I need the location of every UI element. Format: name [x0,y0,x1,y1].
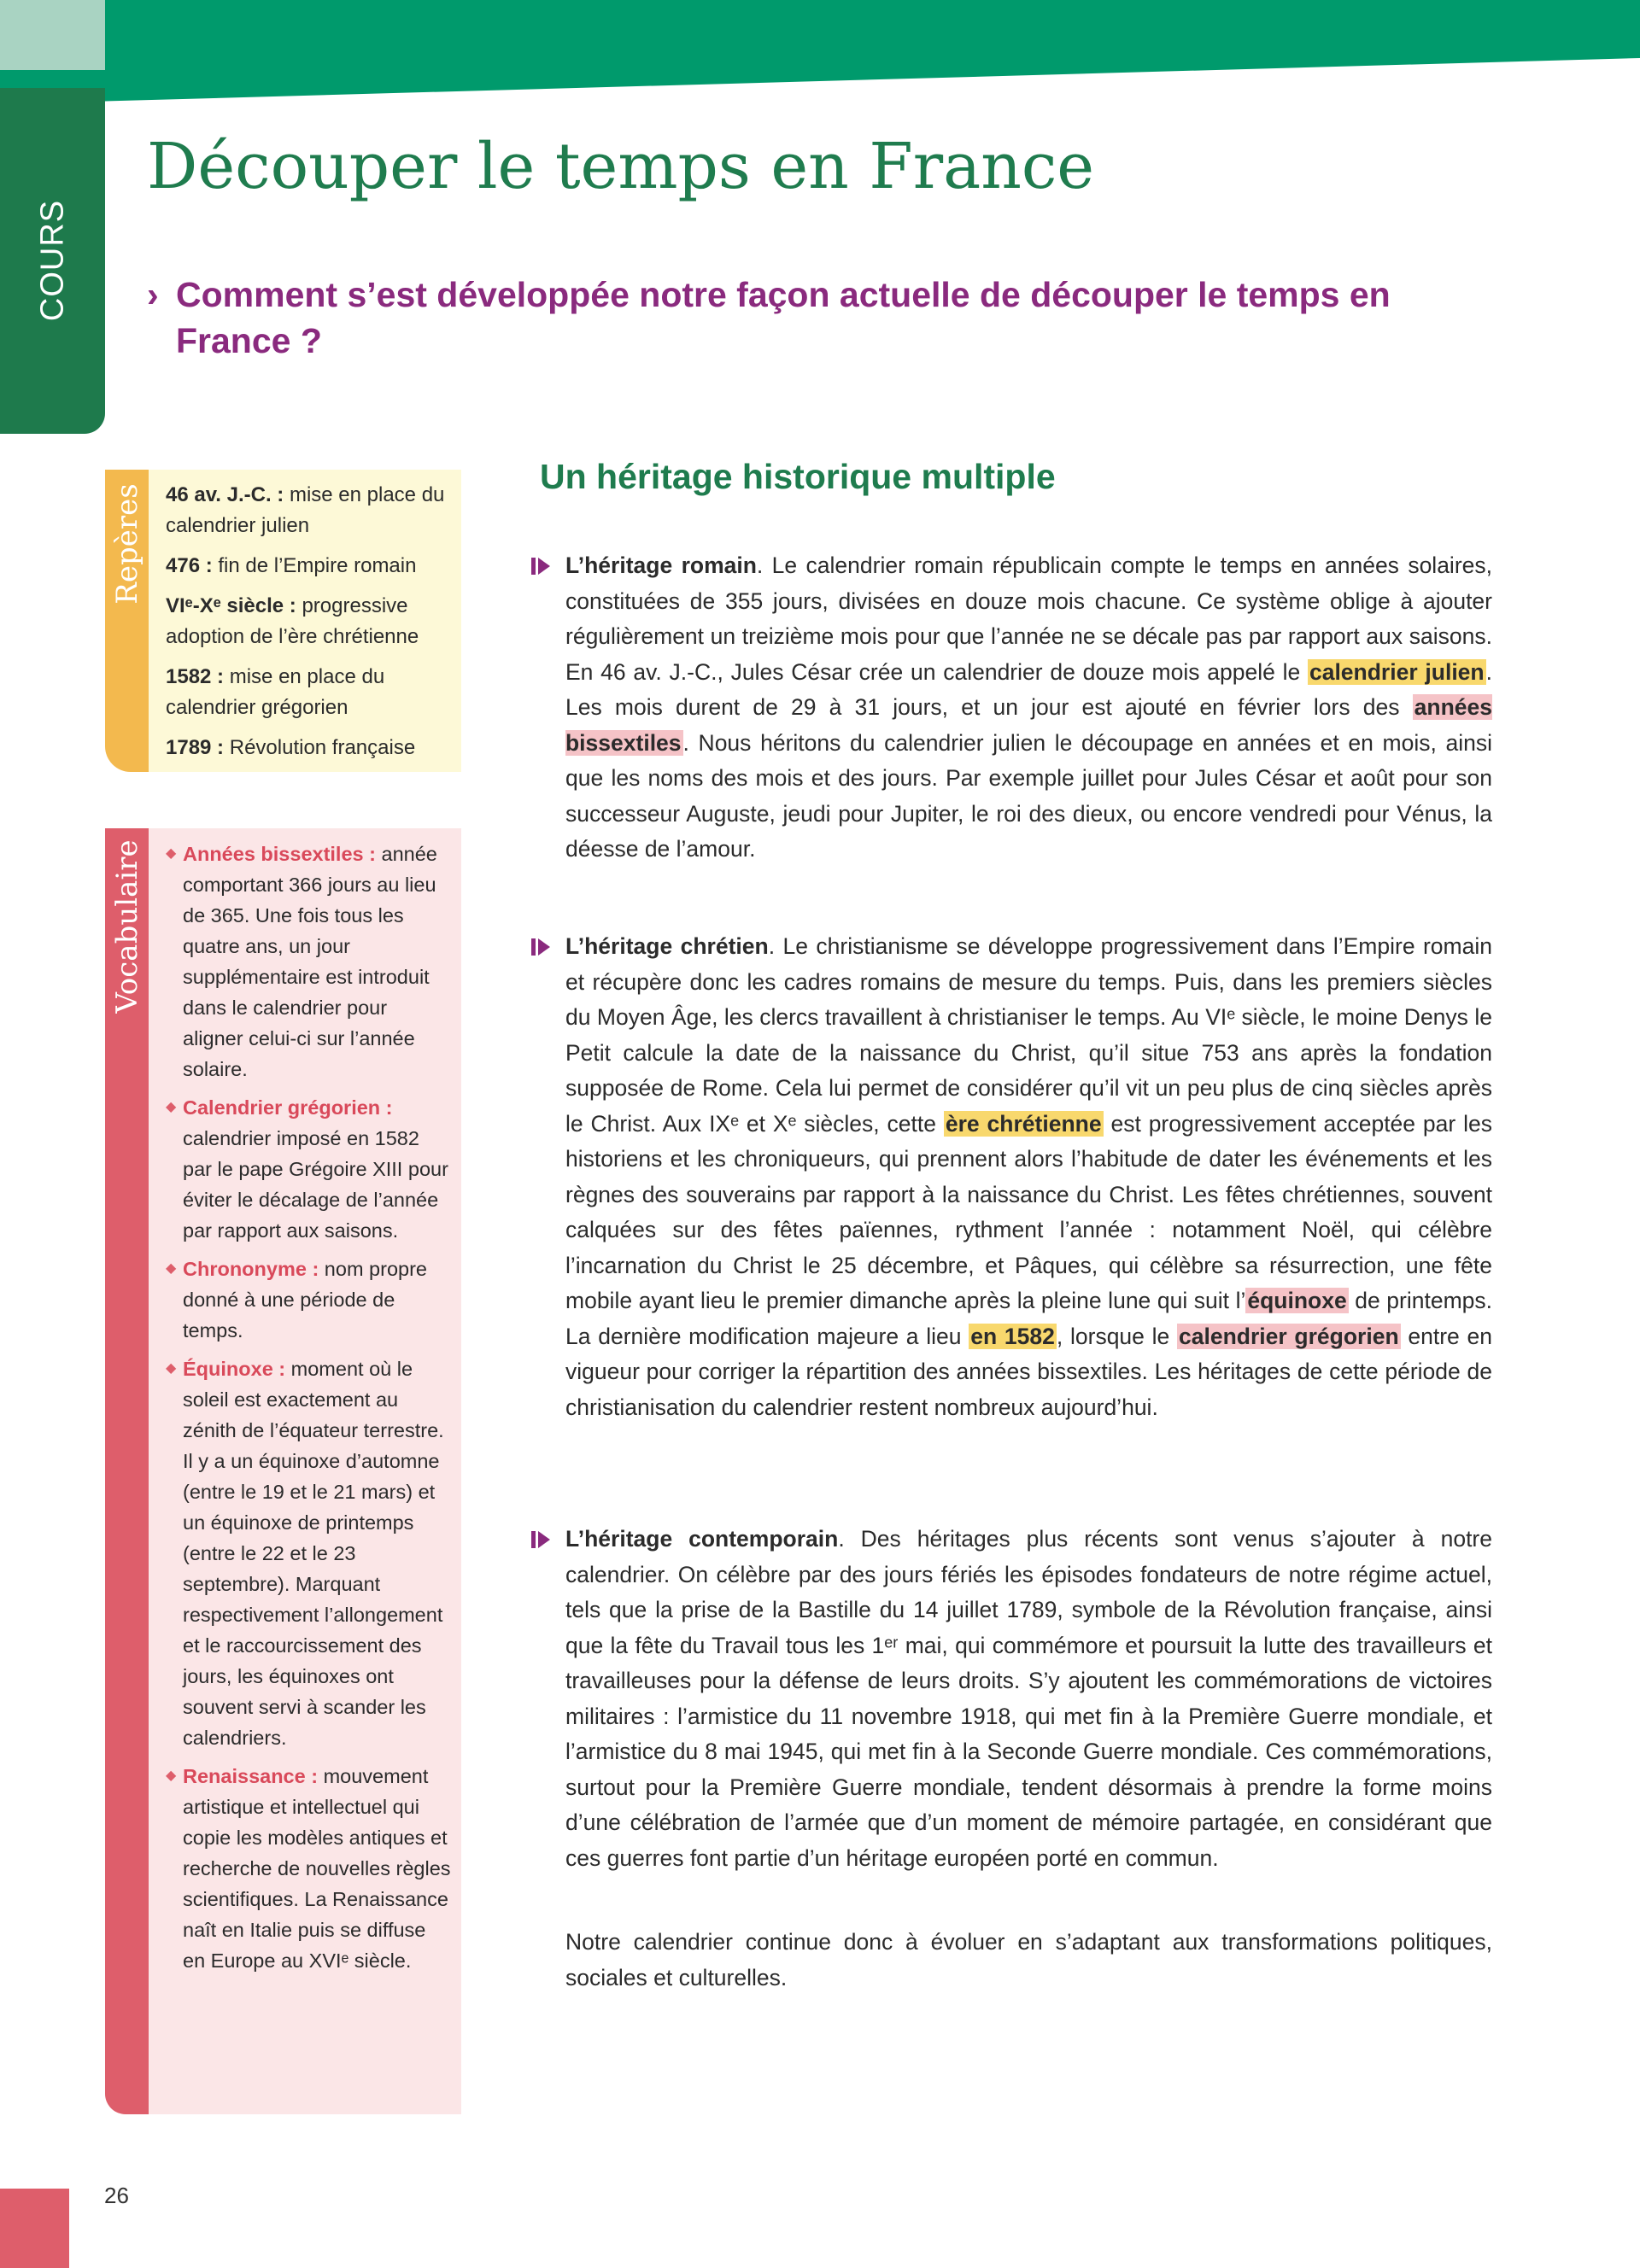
section-heading: Un héritage historique multiple [540,457,1056,496]
side-tab-label: COURS [34,199,71,322]
guiding-question [147,272,1479,364]
reperes-text: progressive adoption de l’ère chrétienne [166,594,419,648]
paragraph-text: . Nous héritons du calendrier julien le découpage en années et en mois, ainsi que les noms des mois et des jours. Par exemple juillet pour Jules César et août pour son successeur Auguste, jeudi pour Jupiter, le roi des dieux, ou encore vendredi pour Vénus, la déesse de l’amour. [565,729,1492,862]
highlight-term: en 1582 [970,1323,1055,1349]
vocabulaire-term: Calendrier grégorien : [183,1096,393,1119]
paragraph-text: . Le calendrier romain républicain compte le temps en années solaires, constituées de 355 jours, divisées en douze mois chacune. Ce système oblige à ajouter régulièrement un treizième mois pour que l’année ne se décale pas par rapport aux saisons. En 46 av. J.-C., Jules César crée un calendrier de douze mois appelé le [565,552,1492,685]
reperes-item [166,551,451,582]
vocabulaire-definition: calendrier imposé en 1582 par le pape Grégoire XIII pour éviter le décalage de l’année par rapport aux saisons. [183,1127,448,1242]
arrow-bullet-icon [538,558,550,575]
reperes-item [166,733,451,763]
diamond-bullet-icon: ◆ [166,1361,177,1376]
arrow-bullet-icon [538,1531,550,1548]
vocabulaire-item [166,1353,453,1753]
vocabulaire-term: Chrononyme : [183,1258,319,1280]
diamond-bullet-icon: ◆ [166,1100,177,1114]
reperes-date: 1789 : [166,736,225,759]
diamond-bullet-icon: ◆ [166,846,177,861]
reperes-box [149,470,461,772]
reperes-date: 46 av. J.-C. : [166,483,284,506]
vocabulaire-item [166,1254,453,1346]
reperes-date: 476 : [166,554,213,577]
paragraph-text: . Des héritages plus récents sont venus s’ajouter à notre calendrier. On célèbre par des jours fériés les épisodes fondateurs de notre régime actuel, tels que la prise de la Bastille du 14 juillet 1789, symbole de la Révolution française, ainsi que la fête du Travail tous les 1ᵉʳ mai, qui commémore et poursuit la lutte des travailleurs et travailleuses pour la défense de leurs droits. S’y ajoutent les commémorations de victoires militaires : l’armistice du 11 novembre 1918, qui met fin à la Première Guerre mondiale, et l’armistice du 8 mai 1945, qui met fin à la Seconde Guerre mondiale. Ces commémorations, surtout pour la Première Guerre mondiale, tendent désormais à prendre la forme moins d’une célébration de l’armée que d’un moment de mémoire partagée, en considérant que ces guerres font partie d’un héritage européen porté en commun. [565,1526,1492,1871]
vocabulaire-item [166,1761,453,1976]
footer-color-block [0,2189,69,2268]
paragraph-lead: L’héritage contemporain [565,1526,839,1552]
reperes-text: Révolution française [224,736,416,759]
header-band [0,0,1640,107]
vocabulaire-definition: année comportant 366 jours au lieu de 365. Une fois tous les quatre ans, un jour supplémentaire est introduit dans le calendrier pour aligner celui-ci sur l’année solaire. [183,843,437,1080]
paragraph-heritage-contemporain [565,1522,1492,1876]
vocabulaire-term: Renaissance : [183,1765,319,1787]
reperes-item [166,591,451,652]
highlight-term: années bissextiles [565,694,1492,756]
vocabulaire-definition: mouvement artistique et intellectuel qui copie les modèles antiques et recherche de nouvelles règles scientifiques. La Renaissance naît en Italie puis se diffuse en Europe au XVIᵉ siècle. [183,1765,451,1972]
vocabulaire-term: Années bissextiles : [183,843,376,865]
chevron-right-icon: › [147,275,159,314]
vocabulaire-sidebar-bar [105,828,149,2114]
diamond-bullet-icon: ◆ [166,1768,177,1783]
paragraph-lead: L’héritage chrétien [565,933,769,959]
reperes-item [166,480,451,541]
reperes-text: mise en place du calendrier grégorien [166,665,385,719]
highlight-term: ère chrétienne [945,1110,1102,1137]
reperes-title: Repères [110,483,144,605]
highlight-term: équinoxe [1247,1288,1347,1313]
paragraph-lead: L’héritage romain [565,552,757,578]
reperes-item [166,662,451,723]
paragraph-heritage-chretien [565,929,1492,1425]
question-text: Comment s’est développée notre façon actuelle de découper le temps en France ? [176,275,1391,360]
paragraph-text: . Les mois durent de 29 à 31 jours, et un jour est ajouté en février lors des [565,658,1492,720]
vocabulaire-box [149,828,461,2114]
vocabulaire-term: Équinoxe : [183,1358,286,1380]
paragraph-text: de printemps. La dernière modification majeure a lieu [565,1288,1493,1349]
vocabulaire-title: Vocabulaire [110,839,144,1014]
highlight-term: calendrier grégorien [1179,1323,1399,1349]
header-corner-block [0,0,105,70]
page-number: 26 [104,2183,129,2208]
paragraph-text: est progressivement acceptée par les historiens et les chroniqueurs, qui prennent alors l’habitude de dater les événements et les règnes des souverains par rapport à la naissance du Christ. Les fêtes chrétiennes, souvent calquées sur des fêtes païennes, rythment l’année : notamment Noël, qui célèbre l’incarnation du Christ le 25 décembre, et Pâques, qui célèbre sa résurrection, une fête mobile ayant lieu le premier dimanche après la pleine lune qui suit l’ [565,1110,1492,1313]
paragraph-heritage-romain [565,548,1492,868]
highlight-term: calendrier julien [1309,658,1485,685]
reperes-date: 1582 : [166,665,225,688]
reperes-text: mise en place du calendrier julien [166,483,445,537]
paragraph-text: . Le christianisme se développe progressivement dans l’Empire romain et récupère donc les cadres romains de mesure du temps. Puis, dans les premiers siècles du Moyen Âge, les clercs travaillent à christianiser le temps. Au VIᵉ siècle, le moine Denys le Petit calcule la date de la naissance du Christ, qu’il situe 753 ans après la fondation supposée de Rome. Cela lui permet de considérer qu’il vit un peu plus de cinq siècles après le Christ. Aux IXᵉ et Xᵉ siècles, cette [565,933,1492,1137]
paragraph-conclusion: Notre calendrier continue donc à évoluer en s’adaptant aux transformations politiques, sociales et culturelles. [565,1929,1492,1990]
page-title: Découper le temps en France [147,130,1095,203]
vocabulaire-item [166,839,453,1084]
paragraph-text: , lorsque le [1056,1323,1178,1349]
diamond-bullet-icon: ◆ [166,1261,177,1276]
reperes-date: VIᵉ-Xᵉ siècle : [166,594,296,617]
reperes-text: fin de l’Empire romain [212,554,417,577]
vocabulaire-item [166,1092,453,1246]
vocabulaire-definition: moment où le soleil est exactement au zénith de l’équateur terrestre. Il y a un équinoxe d’automne (entre le 19 et le 21 mars) et un équinoxe de printemps (entre le 22 et le 23 septembre). Marquant respectivement l’allongement et le raccourcissement des jours, les équinoxes ont souvent servi à scander les calendriers. [183,1358,444,1749]
vocabulaire-definition: nom propre donné à une période de temps. [183,1258,427,1342]
paragraph-text: entre en vigueur pour corriger la répartition des années bissextiles. Les héritages de cette période de christianisation du calendrier restent nombreux aujourd’hui. [565,1323,1493,1420]
arrow-bullet-icon [538,938,550,956]
